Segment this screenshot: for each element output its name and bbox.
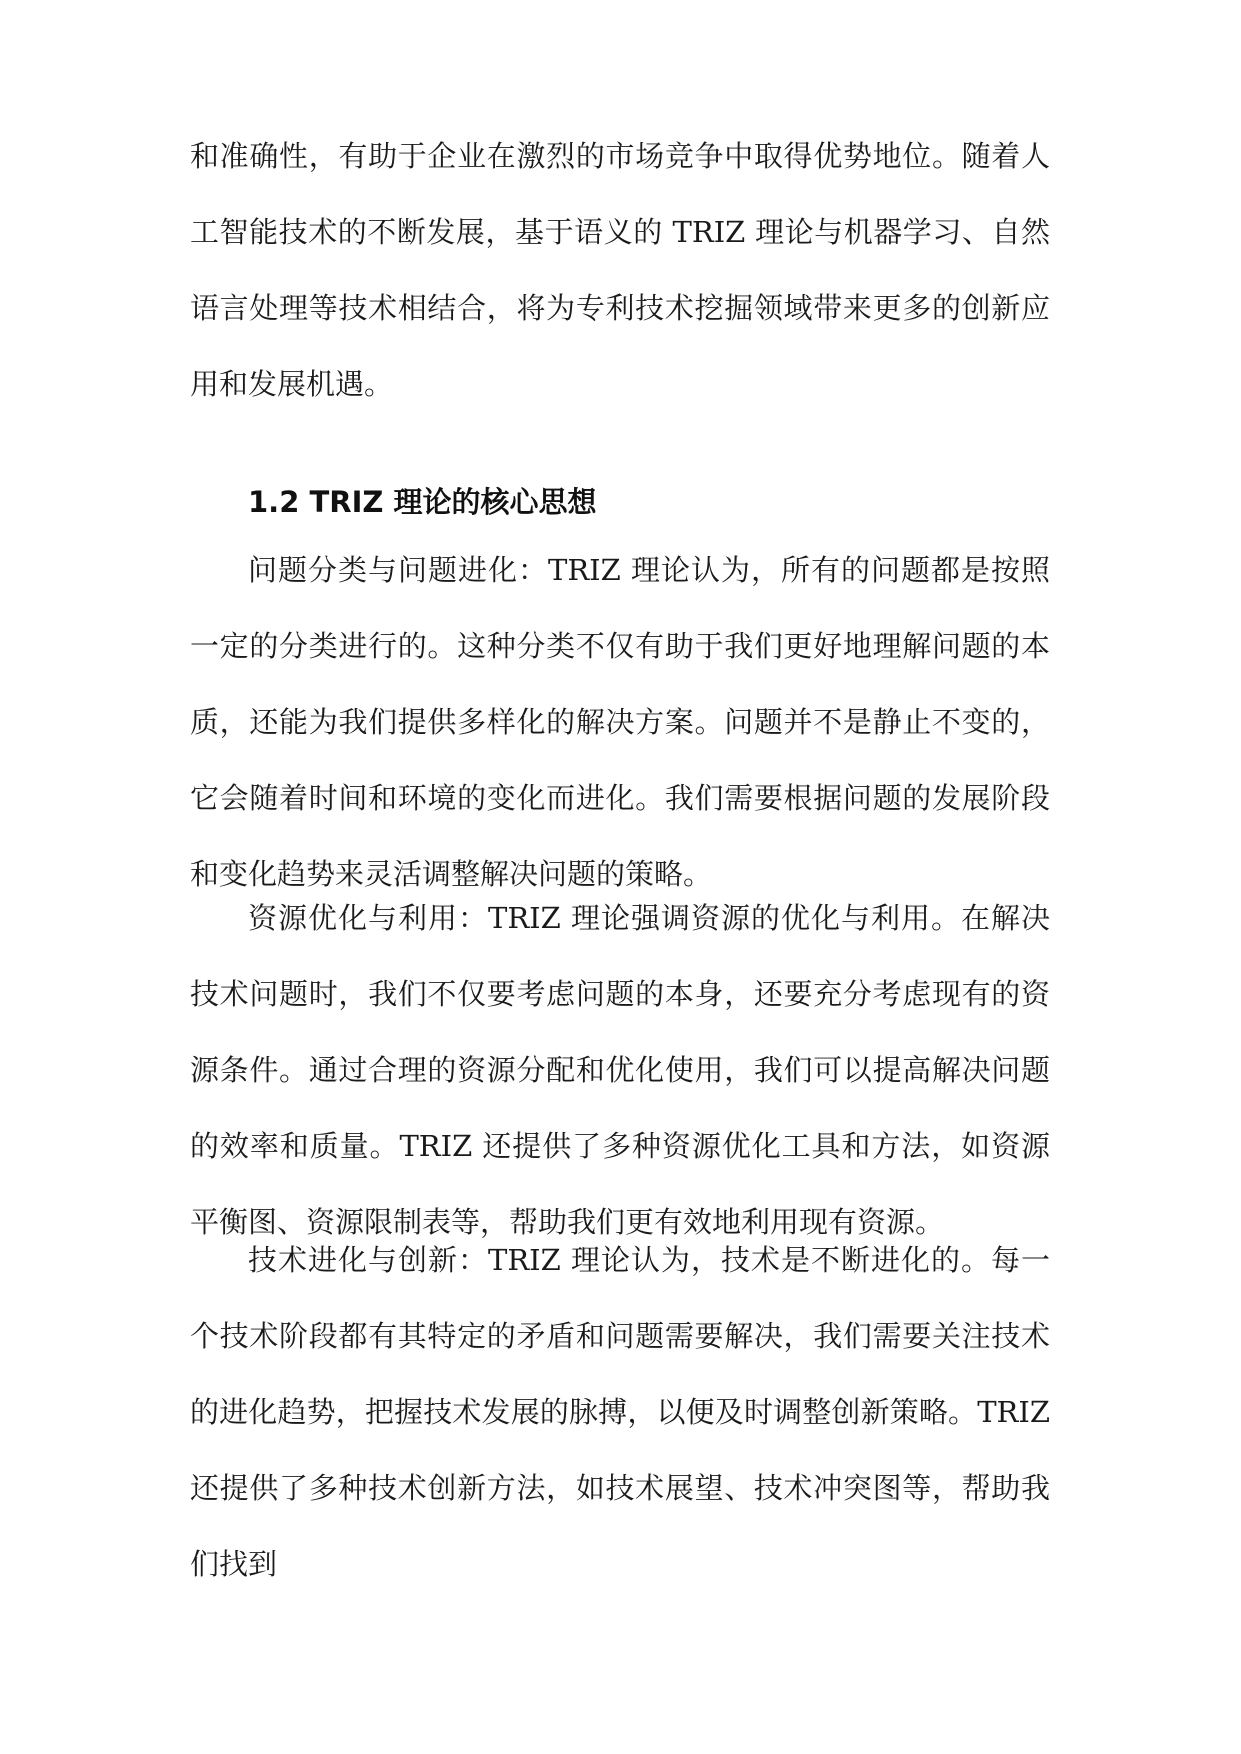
paragraph-technology-evolution: 技术进化与创新：TRIZ 理论认为，技术是不断进化的。每一个技术阶段都有其特定的矛盾和问题需要解决，我们需要关注技术的进化趋势，把握技术发展的脉搏，以便及时调整创新策略。TRIZ 还提供了多种技术创新方法，如技术展望、技术冲突图等，帮助我们找到 xyxy=(190,1243,1050,1581)
paragraph-resource-optimization: 资源优化与利用：TRIZ 理论强调资源的优化与利用。在解决技术问题时，我们不仅要考虑问题的本身，还要充分考虑现有的资源条件。通过合理的资源分配和优化使用，我们可以提高解决问题的效率和质量。TRIZ 还提供了多种资源优化工具和方法，如资源平衡图、资源限制表等，帮助我们更有效地利用现有资源。 xyxy=(190,901,1050,1239)
continuation-paragraph: 和准确性，有助于企业在激烈的市场竞争中取得优势地位。随着人工智能技术的不断发展，基于语义的 TRIZ 理论与机器学习、自然语言处理等技术相结合，将为专利技术挖掘领域带来更多的创新应用和发展机遇。 xyxy=(190,139,1050,401)
section-heading: 1.2 TRIZ 理论的核心思想 xyxy=(248,485,597,519)
paragraph-problem-classification: 问题分类与问题进化：TRIZ 理论认为，所有的问题都是按照一定的分类进行的。这种分类不仅有助于我们更好地理解问题的本质，还能为我们提供多样化的解决方案。问题并不是静止不变的，它会随着时间和环境的变化而进化。我们需要根据问题的发展阶段和变化趋势来灵活调整解决问题的策略。 xyxy=(190,553,1050,891)
